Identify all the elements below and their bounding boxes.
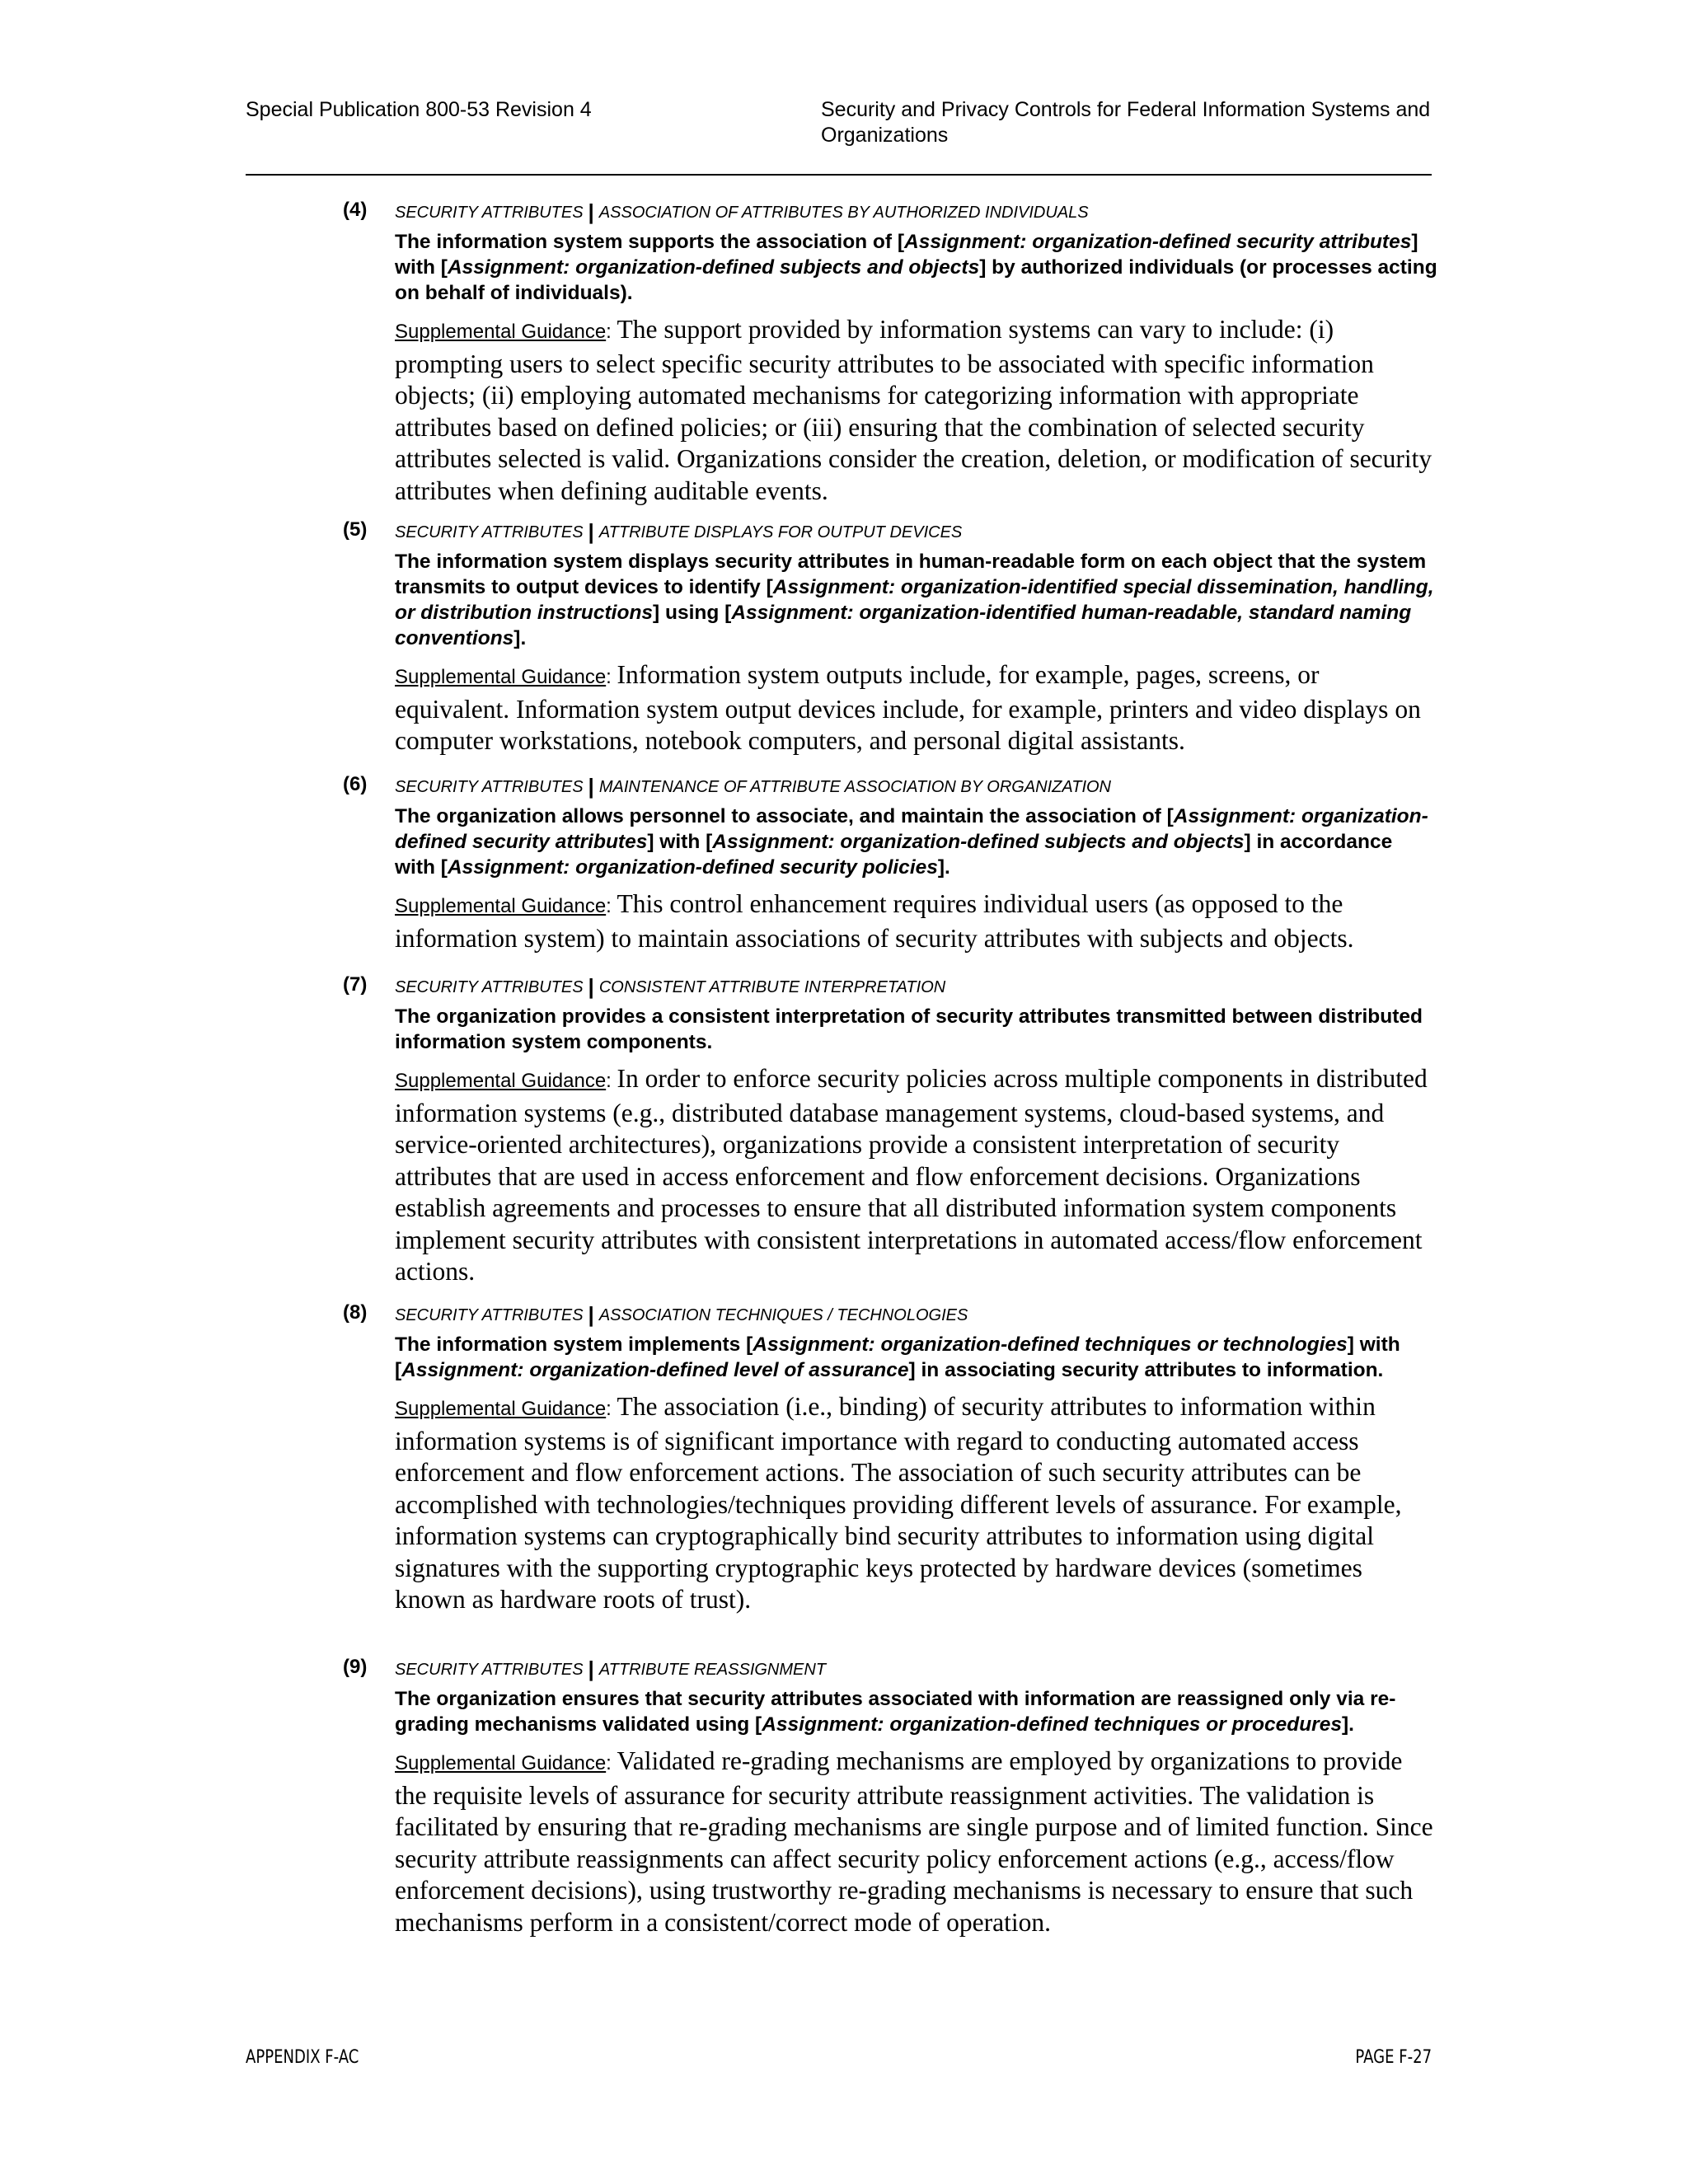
statement-text: The organization ensures that security attributes associated with information are reassigned only via re-grading mechanisms validated using [ xyxy=(395,1688,1396,1736)
enhancement-caption xyxy=(395,772,1437,799)
statement-text: ] with [ xyxy=(647,831,713,853)
statement-text: ]. xyxy=(937,856,950,879)
control-enhancement xyxy=(343,972,1439,1288)
enhancement-body xyxy=(395,1301,1437,1616)
assignment-parameter: Assignment: organization-defined techniques or technologies xyxy=(753,1333,1348,1356)
enhancement-body xyxy=(395,972,1437,1288)
guidance-text: The association (i.e., binding) of security attributes to information within information systems is of significant importance with regard to conducting automated access enforcement and flow enforcement actions. The association of such security attributes can be accomplished with technologies/techniques providing different levels of assurance. For example, information systems can cryptographically bind security attributes to information using digital signatures with the supporting cryptographic keys protected by hardware devices (sometimes known as hardware roots of trust). xyxy=(395,1392,1402,1614)
enhancement-caption xyxy=(395,972,1437,1000)
caption-title: ATTRIBUTE DISPLAYS FOR OUTPUT DEVICES xyxy=(598,523,963,541)
assignment-parameter: Assignment: organization-identified special dissemination, handling, or distribution instructions xyxy=(395,576,1434,624)
control-enhancement xyxy=(343,518,1439,757)
caption-separator: | xyxy=(588,1657,594,1681)
statement-text: ] by authorized individuals (or processes acting on behalf of individuals). xyxy=(395,256,1437,304)
caption-title: CONSISTENT ATTRIBUTE INTERPRETATION xyxy=(598,978,946,996)
statement-text: ]. xyxy=(1341,1713,1354,1736)
guidance-label: Supplemental Guidance xyxy=(395,666,607,688)
caption-family: SECURITY ATTRIBUTES xyxy=(395,1306,584,1324)
enhancement-number: (6) xyxy=(343,773,368,795)
enhancement-statement xyxy=(395,1686,1437,1737)
assignment-parameter: Assignment: organization-defined techniques or procedures xyxy=(762,1713,1342,1736)
caption-family: SECURITY ATTRIBUTES xyxy=(395,978,584,996)
statement-text: The information system implements [ xyxy=(395,1333,753,1356)
guidance-text: This control enhancement requires individual users (as opposed to the information system) to maintain associations of security attributes with subjects and objects. xyxy=(395,889,1354,953)
caption-family: SECURITY ATTRIBUTES xyxy=(395,778,584,796)
caption-separator: | xyxy=(588,774,594,799)
caption-family: SECURITY ATTRIBUTES xyxy=(395,523,584,541)
guidance-text: The support provided by information systems can vary to include: (i) prompting users to select specific security attributes to be associated with specific information objects; (ii) employing automated mechanisms for categorizing information with appropriate attributes based on defined policies; or (iii) ensuring that the combination of selected security attributes selected is valid. Organizations consider the creation, deletion, or modification of security attributes when defining auditable events. xyxy=(395,315,1432,505)
enhancement-body xyxy=(395,198,1437,507)
footer-appendix: APPENDIX F-AC xyxy=(246,2047,359,2068)
enhancement-caption xyxy=(395,518,1437,545)
enhancement-number: (8) xyxy=(343,1301,368,1324)
guidance-text: Validated re-grading mechanisms are employed by organizations to provide the requisite levels of assurance for security attribute reassignment activities. The validation is facilitated by ensuring that re-grading mechanisms are single purpose and of limited function. Since security attribute reassignments can affect security policy enforcement actions (e.g., access/flow enforcement decisions), using trustworthy re-grading mechanisms is necessary to ensure that such mechanisms perform in a consistent/correct mode of operation. xyxy=(395,1746,1433,1937)
enhancement-statement xyxy=(395,804,1437,880)
statement-text: ] using [ xyxy=(653,602,732,624)
assignment-parameter: Assignment: organization-defined subjects and objects xyxy=(712,831,1245,853)
supplemental-guidance: Supplemental Guidance: Validated re-grading mechanisms are employed by organizations to provide the requisite levels of assurance for security attribute reassignment activities. The validation is facilitated by ensuring that re-grading mechanisms are single purpose and of limited function. Since security attribute reassignments can affect security policy enforcement actions (e.g., access/flow enforcement decisions), using trustworthy re-grading mechanisms is necessary to ensure that such mechanisms perform in a consistent/correct mode of operation. xyxy=(395,1746,1433,1937)
guidance-label: Supplemental Guidance xyxy=(395,321,607,343)
enhancement-number: (7) xyxy=(343,973,368,996)
enhancement-statement xyxy=(395,1004,1437,1055)
footer-page-number: PAGE F-27 xyxy=(1355,2047,1432,2068)
statement-text: ] in accordance with [ xyxy=(395,831,1393,879)
running-header-right: Security and Privacy Controls for Federal Information Systems and Organizations xyxy=(821,98,1431,147)
guidance-label: Supplemental Guidance xyxy=(395,1070,607,1092)
supplemental-guidance: Supplemental Guidance: The support provided by information systems can vary to include: (i) prompting users to select specific security attributes to be associated with specific information objects; (ii) employing automated mechanisms for categorizing information with appropriate attributes based on defined policies; or (iii) ensuring that the combination of selected security attributes selected is valid. Organizations consider the creation, deletion, or modification of security attributes when defining auditable events. xyxy=(395,315,1432,505)
control-enhancement xyxy=(343,198,1439,507)
enhancement-number: (5) xyxy=(343,518,368,541)
assignment-parameter: Assignment: organization-defined level of assurance xyxy=(401,1359,909,1381)
assignment-parameter: Assignment: organization-defined security attributes xyxy=(395,805,1428,853)
statement-text: ] with [ xyxy=(395,231,1418,279)
enhancement-number: (4) xyxy=(343,199,368,221)
enhancement-caption xyxy=(395,198,1437,225)
guidance-label: Supplemental Guidance xyxy=(395,895,607,917)
enhancement-caption xyxy=(395,1655,1437,1682)
caption-separator: | xyxy=(588,519,594,544)
enhancement-body xyxy=(395,518,1437,757)
caption-title: MAINTENANCE OF ATTRIBUTE ASSOCIATION BY ORGANIZATION xyxy=(598,778,1111,796)
supplemental-guidance: Supplemental Guidance: The association (i.e., binding) of security attributes to information within information systems is of significant importance with regard to conducting automated access enforcement and flow enforcement actions. The association of such security attributes can be accomplished with technologies/techniques providing different levels of assurance. For example, information systems can cryptographically bind security attributes to information using digital signatures with the supporting cryptographic keys protected by hardware devices (sometimes known as hardware roots of trust). xyxy=(395,1392,1402,1614)
caption-title: ASSOCIATION TECHNIQUES / TECHNOLOGIES xyxy=(598,1306,968,1324)
caption-separator: | xyxy=(588,199,594,224)
guidance-text: In order to enforce security policies across multiple components in distributed information systems (e.g., distributed database management systems, cloud-based systems, and service-oriented architectures), organizations provide a consistent interpretation of security attributes that are used in access enforcement and flow enforcement decisions. Organizations establish agreements and processes to ensure that all distributed information system components implement security attributes with consistent interpretations in automated access/flow enforcement actions. xyxy=(395,1064,1428,1286)
enhancement-caption xyxy=(395,1301,1437,1328)
caption-family: SECURITY ATTRIBUTES xyxy=(395,204,584,222)
statement-text: The information system supports the association of [ xyxy=(395,231,905,253)
supplemental-guidance: Supplemental Guidance: In order to enforce security policies across multiple components in distributed information systems (e.g., distributed database management systems, cloud-based systems, and service-oriented architectures), organizations provide a consistent interpretation of security attributes that are used in access enforcement and flow enforcement decisions. Organizations establish agreements and processes to ensure that all distributed information system components implement security attributes with consistent interpretations in automated access/flow enforcement actions. xyxy=(395,1064,1428,1286)
enhancement-number: (9) xyxy=(343,1656,368,1678)
statement-text: The information system displays security attributes in human-readable form on each object that the system transmits to output devices to identify [ xyxy=(395,551,1427,598)
assignment-parameter: Assignment: organization-identified human-readable, standard naming conventions xyxy=(395,602,1412,649)
caption-title: ATTRIBUTE REASSIGNMENT xyxy=(598,1661,827,1679)
caption-family: SECURITY ATTRIBUTES xyxy=(395,1661,584,1679)
enhancement-statement xyxy=(395,229,1437,306)
enhancement-body xyxy=(395,772,1437,954)
guidance-label: Supplemental Guidance xyxy=(395,1398,607,1420)
assignment-parameter: Assignment: organization-defined security policies xyxy=(447,856,938,879)
caption-separator: | xyxy=(588,974,594,999)
caption-separator: | xyxy=(588,1302,594,1327)
assignment-parameter: Assignment: organization-defined security attributes xyxy=(904,231,1412,253)
guidance-label: Supplemental Guidance xyxy=(395,1752,607,1774)
enhancement-statement xyxy=(395,549,1437,651)
control-enhancement xyxy=(343,1655,1439,1938)
statement-text: The organization provides a consistent interpretation of security attributes transmitted between distributed information system components. xyxy=(395,1005,1423,1053)
statement-text: ] in associating security attributes to information. xyxy=(908,1359,1384,1381)
guidance-text: Information system outputs include, for example, pages, screens, or equivalent. Information system output devices include, for example, printers and video displays on computer workstations, notebook computers, and personal digital assistants. xyxy=(395,660,1421,755)
statement-text: ]. xyxy=(513,627,527,649)
control-enhancement xyxy=(343,1301,1439,1616)
header-divider xyxy=(246,174,1432,176)
enhancement-body xyxy=(395,1655,1437,1938)
assignment-parameter: Assignment: organization-defined subjects and objects xyxy=(447,256,980,279)
caption-title: ASSOCIATION OF ATTRIBUTES BY AUTHORIZED INDIVIDUALS xyxy=(598,204,1089,222)
statement-text: The organization allows personnel to associate, and maintain the association of [ xyxy=(395,805,1174,827)
running-header-left: Special Publication 800-53 Revision 4 xyxy=(246,98,592,121)
statement-text: ] with [ xyxy=(395,1333,1400,1381)
control-enhancement xyxy=(343,772,1439,954)
supplemental-guidance: Supplemental Guidance: This control enhancement requires individual users (as opposed to the information system) to maintain associations of security attributes with subjects and objects. xyxy=(395,889,1354,953)
supplemental-guidance: Supplemental Guidance: Information system outputs include, for example, pages, screens, or equivalent. Information system output devices include, for example, printers and video displays on computer workstations, notebook computers, and personal digital assistants. xyxy=(395,660,1421,755)
enhancement-statement xyxy=(395,1332,1437,1383)
